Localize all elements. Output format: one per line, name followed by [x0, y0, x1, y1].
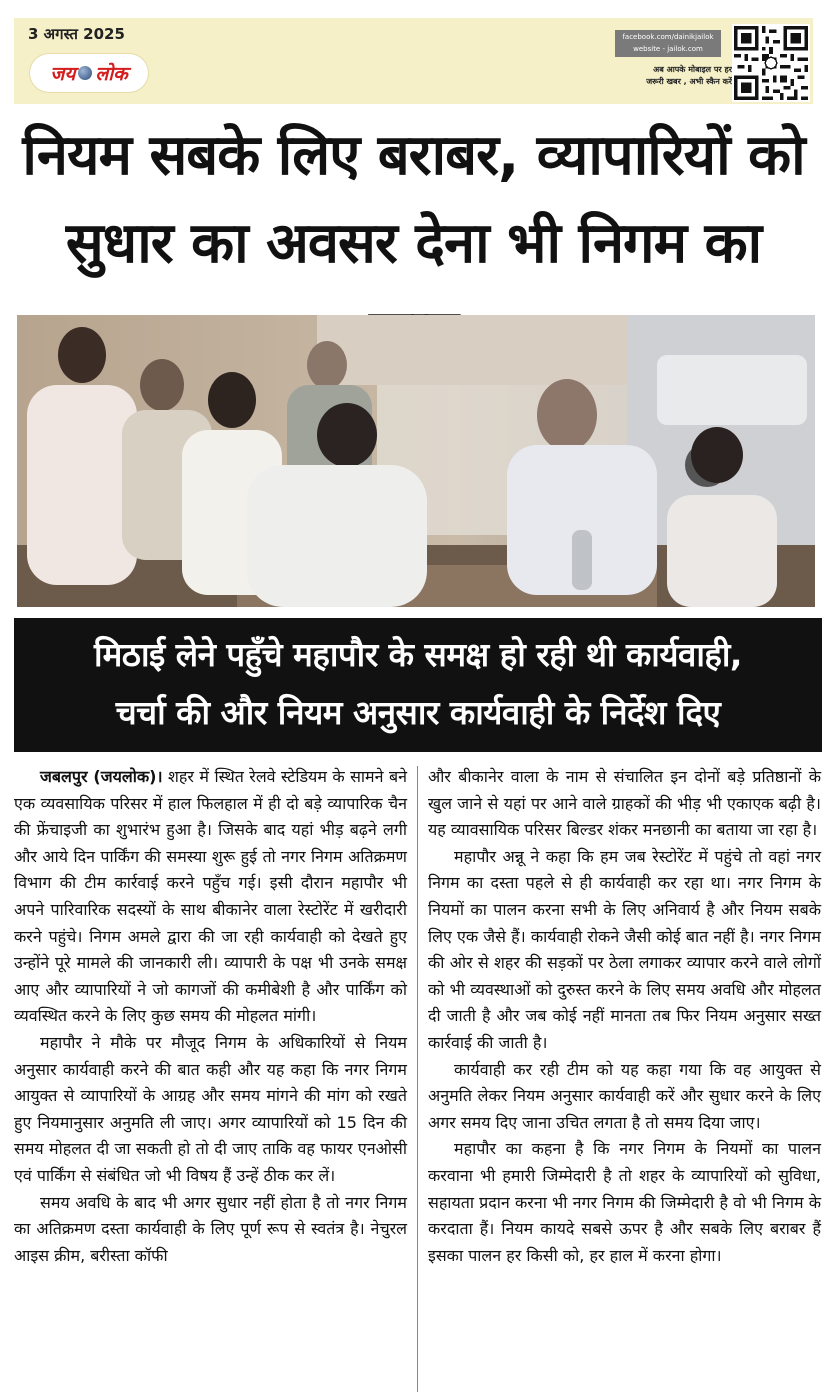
- article-paragraph: और बीकानेर वाला के नाम से संचालित इन दोनों बड़े प्रतिष्ठानों के खुल जाने से यहां पर आने वाले ग्राहकों की भीड़ भी एकाएक बढ़ी है। यह व्यावसायिक परिसर बिल्डर शंकर मनछानी का बताया जा रहा है।: [428, 767, 821, 840]
- article-paragraph: महापौर का कहना है कि नगर निगम के नियमों का पालन करवाना भी हमारी जिम्मेदारी है तो शहर के व्यापारियों को सुविधा, सहायता प्रदान करना भी नगर निगम की जिम्मेदारी है वो भी निगम के करदाता हैं। नियम कायदे सबसे ऊपर है और सबके लिए बराबर हैं इसका पालन हर किसी को, हर हाल में करना होगा।: [428, 1139, 821, 1265]
- scan-note: [604, 64, 732, 88]
- facebook-link: facebook.com/dainikjailok: [622, 33, 714, 41]
- article-paragraph: महापौर अन्नू ने कहा कि हम जब रेस्टोरेंट में पहुंचे तो वहां नगर निगम का दस्ता पहले से ही कार्यवाही कर रहा था। नगर निगम के नियमों का पालन करना सभी के लिए अनिवार्य है और नियम सबके लिए एक जैसे हैं। कार्यवाही रोकने जैसी कोई बात नहीं है। नगर निगम की ओर से शहर की सड़कों पर ठेला लगाकर व्यापार करने वाले लोगों को भी व्यवस्थाओं को दुरुस्त करने के लिए समय अवधि और मोहलत दी जाती है और जब कोई नहीं मानता तब फिर नियम अनुसार सख्त कार्रवाई की जाती है।: [428, 846, 821, 1052]
- qr-code-icon: [732, 24, 810, 102]
- newspaper-logo: जय लोक: [30, 54, 148, 92]
- website-link: website - jailok.com: [633, 45, 703, 53]
- subhead-line2: चर्चा की और नियम अनुसार कार्यवाही के निर्देश दिए: [115, 693, 721, 732]
- headline-line2: सुधार का अवसर देना भी निगम का: [65, 211, 762, 276]
- article-paragraph: [14, 764, 407, 1030]
- sub-headline: [14, 618, 822, 752]
- scan-note-line2: जरूरी खबर , अभी स्कैन करें: [646, 77, 732, 86]
- article-paragraph: कार्यवाही कर रही टीम को यह कहा गया कि वह आयुक्त से अनुमति लेकर नियम अनुसार कार्यवाही करें और सुधार करने के लिए अगर समय दिए जाना उचित लगता है तो समय दिया जाए।: [428, 1059, 821, 1132]
- article-column-left: [14, 764, 407, 1269]
- news-photo: [17, 315, 815, 607]
- issue-date: 3 अगस्त 2025: [28, 25, 125, 43]
- social-info-box: [615, 30, 721, 57]
- dateline: जबलपुर (जयलोक)।: [40, 767, 163, 786]
- article-paragraph: महापौर ने मौके पर मौजूद निगम के अधिकारियों से नियम अनुसार कार्यवाही करने की बात कही और यह कहा कि नगर निगम आयुक्त से व्यापारियों के आग्रह और समय मांगने की मांग को रखते हुए नियमानुसार अनुमति ली जाए। अगर व्यापारियों को 15 दिन की समय मोहलत दी जा सकती हो तो दी जाए ताकि वह फायर एनओसी एवं पार्किंग से संबंधित जो भी विषय हैं उन्हें ठीक कर लें।: [14, 1032, 407, 1185]
- headline-line1: नियम सबके लिए बराबर, व्यापारियों को: [22, 123, 805, 188]
- subhead-line1: मिठाई लेने पहुँचे महापौर के समक्ष हो रही थी कार्यवाही,: [94, 635, 742, 674]
- column-divider: [417, 766, 418, 1392]
- masthead: [14, 18, 813, 104]
- article-paragraph: समय अवधि के बाद भी अगर सुधार नहीं होता है तो नगर निगम का अतिक्रमण दस्ता कार्यवाही के लिए पूर्ण रूप से स्वतंत्र है। नेचुरल आइस क्रीम, बरीस्ता कॉफी: [14, 1192, 407, 1265]
- paragraph-text: शहर में स्थित रेलवे स्टेडियम के सामने बने एक व्यवसायिक परिसर में हाल फिलहाल में ही दो बड़े व्यापारिक चैन की फ्रेंचाइजी का शुभारंभ हुआ है। जिसके बाद यहां भीड़ बढ़ने लगी और आये दिन पार्किंग की समस्या शुरू हुई तो नगर निगम अतिक्रमण विभाग की टीम कार्रवाई करने पहुँच गई। इसी दौरान महापौर भी अपने पारिवारिक सदस्यों के साथ बीकानेर वाला रेस्टोरेंट में खरीदारी करने पहुंचे। निगम अमले द्वारा की जा रही कार्यवाही को देखते हुए उन्होंने पूरे मामले की जानकारी ली। व्यापारी के पक्ष भी उनके समक्ष आए और व्यापारियों ने जो कागजों की कमीबेशी है और पार्किंग को व्यवस्थित करने के लिए कुछ समय की मोहलत मांगी।: [14, 767, 407, 1026]
- scan-note-line1: अब आपके मोबाइल पर हर: [653, 65, 732, 74]
- globe-icon: [78, 66, 92, 80]
- article-column-right: [428, 764, 821, 1269]
